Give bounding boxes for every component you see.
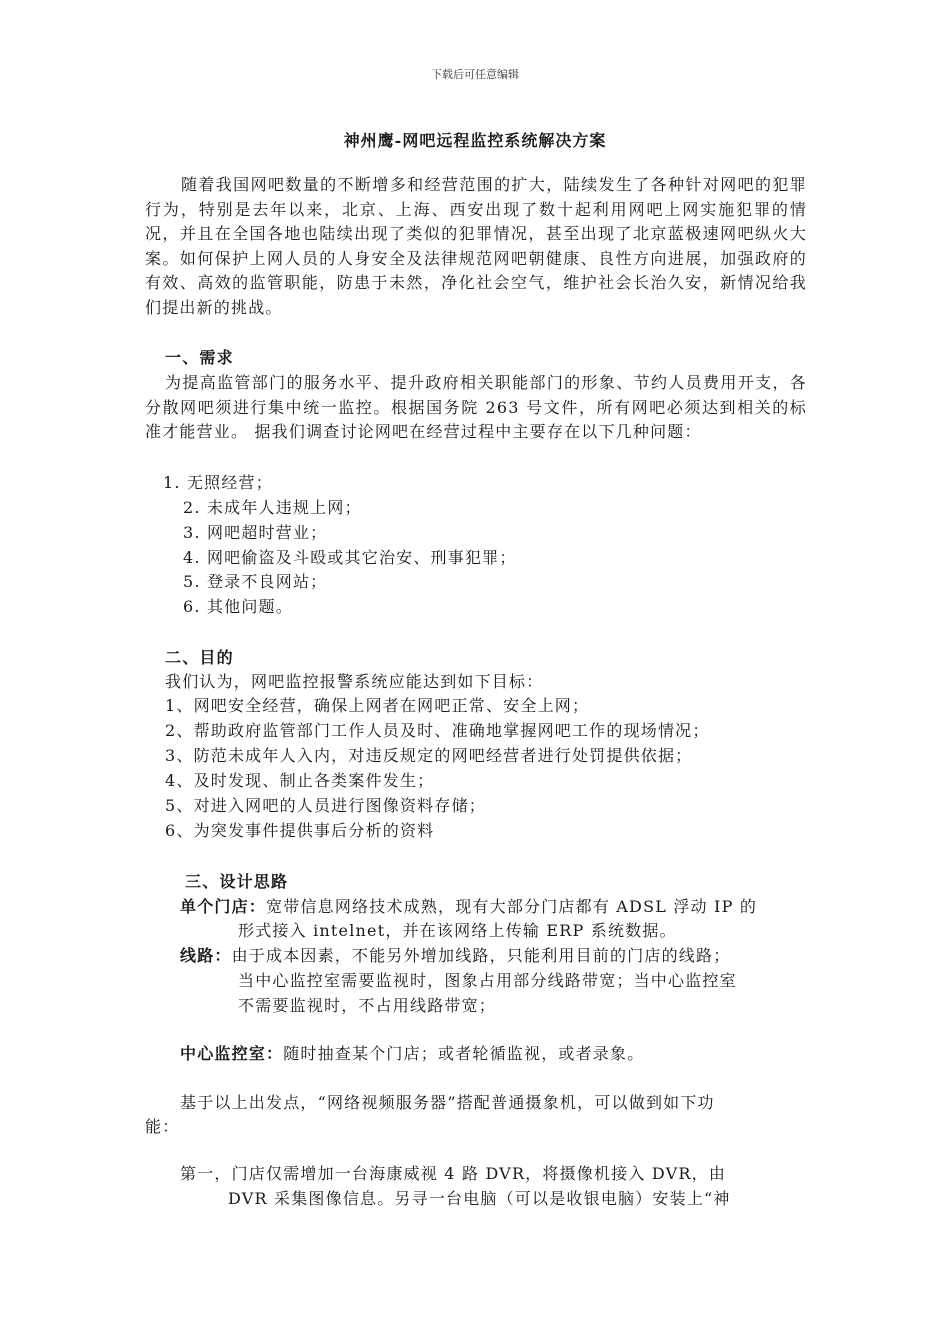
line-text-line-3: 不需要监视时，不占用线路带宽； [238,996,497,1015]
first-line-2: DVR 采集图像信息。另寻一台电脑（可以是收银电脑）安装上“神 [228,1189,731,1208]
store-block [180,896,757,918]
list-item: 4. 网吧偷盗及斗殴或其它治安、刑事犯罪； [183,548,517,567]
list-item: 6. 其他问题。 [183,597,293,616]
store-text-line-1: 宽带信息网络技术成熟，现有大部分门店都有 ADSL 浮动 IP 的 [266,897,758,916]
center-block [180,1043,644,1065]
list-item: 5. 登录不良网站； [183,572,328,591]
line-label: 线路： [180,946,232,965]
list-item: 1. 无照经营； [163,473,273,492]
basis-line-1: 基于以上出发点，“网络视频服务器”搭配普通摄象机，可以做到如下功 [180,1093,715,1112]
list-item: 2、帮助政府监管部门工作人员及时、准确地掌握网吧工作的现场情况； [165,721,710,740]
line-text-line-1: 由于成本因素，不能另外增加线路，只能利用目前的门店的线路； [231,946,731,965]
list-item: 5、对进入网吧的人员进行图像资料存储； [165,796,486,815]
section-1-paragraph: 为提高监管部门的服务水平、提升政府相关职能部门的形象、节约人员费用开支，各分散网吧须进行集中统一监控。根据国务院 263 号文件，所有网吧必须达到相关的标准才能营业。 据我们调查讨论网吧在经营过程中主要存在以下几种问题： [145,373,807,442]
section-2-heading: 二、目的 [165,648,234,667]
section-1-heading: 一、需求 [165,348,234,367]
list-item: 1、网吧安全经营，确保上网者在网吧正常、安全上网； [165,696,590,715]
center-text: 随时抽查某个门店；或者轮循监视，或者录象。 [283,1044,645,1063]
list-item: 3、防范未成年人入内，对违反规定的网吧经营者进行处罚提供依据； [165,746,693,765]
list-item: 6、为突发事件提供事后分析的资料 [165,821,435,840]
list-item: 4、及时发现、制止各类案件发生； [165,771,435,790]
first-line-1: 第一，门店仅需增加一台海康威视 4 路 DVR，将摄像机接入 DVR，由 [180,1164,727,1183]
store-text-line-2: 形式接入 intelnet，并在该网络上传输 ERP 系统数据。 [238,921,677,940]
list-item: 3. 网吧超时营业； [183,523,328,542]
basis-line-2: 能： [145,1117,180,1136]
list-item: 2. 未成年人违规上网； [183,498,362,517]
store-label: 单个门店： [180,897,267,916]
line-text-line-2: 当中心监控室需要监视时，图象占用部分线路带宽；当中心监控室 [238,971,737,990]
line-block [180,945,730,967]
section-3-heading: 三、设计思路 [185,872,289,891]
center-label: 中心监控室： [180,1044,284,1063]
section-2-intro: 我们认为，网吧监控报警系统应能达到如下目标： [165,672,544,691]
document-title: 神州鹰-网吧远程监控系统解决方案 [343,131,607,150]
page-header: 下载后可任意编辑 [431,68,519,81]
intro-paragraph: 随着我国网吧数量的不断增多和经营范围的扩大，陆续发生了各种针对网吧的犯罪行为，特别是去年以来，北京、上海、西安出现了数十起利用网吧上网实施犯罪的情况，并且在全国各地也陆续出现了类似的犯罪情况，甚至出现了北京蓝极速网吧纵火大案。如何保护上网人员的人身安全及法律规范网吧朝健康、良性方向进展，加强政府的有效、高效的监管职能，防患于未然，净化社会空气，维护社会长治久安，新情况给我们提出新的挑战。 [145,175,807,317]
